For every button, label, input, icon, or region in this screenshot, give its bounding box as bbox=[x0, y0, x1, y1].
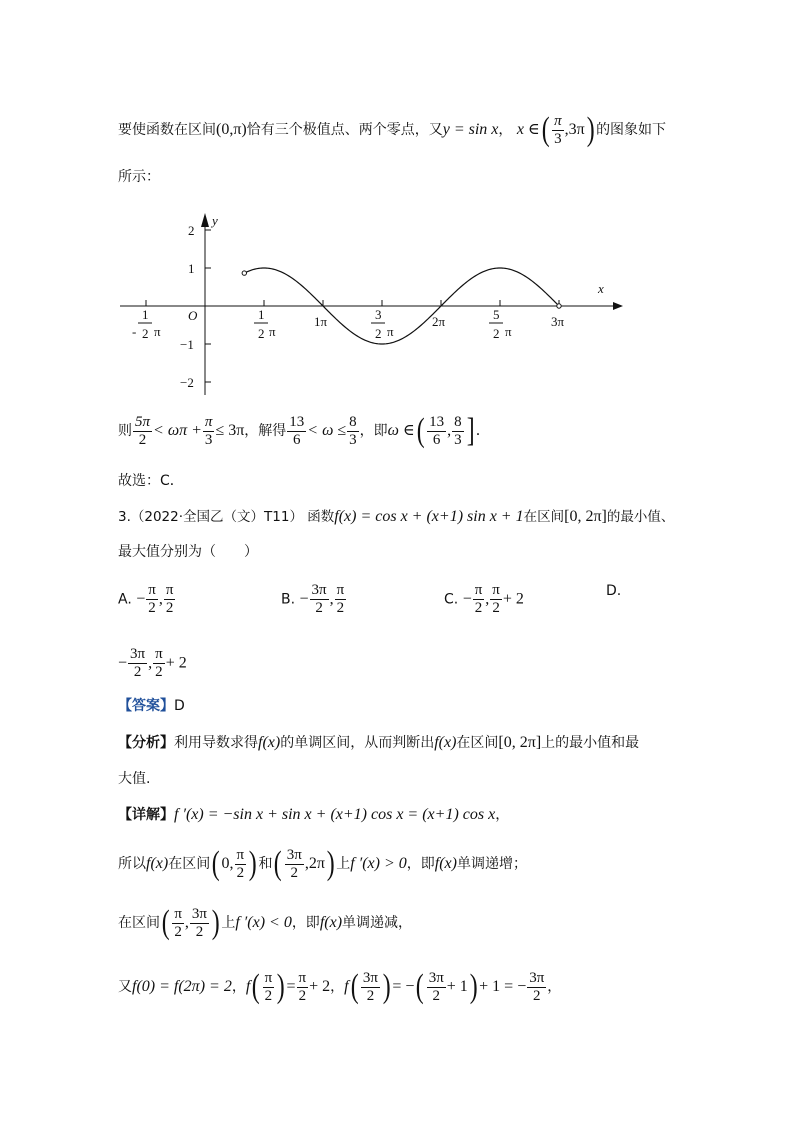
para1-text-c: 的图象如下 bbox=[596, 122, 667, 138]
option-d-label[interactable]: D. bbox=[606, 583, 622, 599]
sine-graph bbox=[110, 205, 630, 405]
tick-neg-half-den: 2 bbox=[142, 326, 149, 341]
tick-five-half-num: 5 bbox=[493, 307, 500, 322]
detail-tag: 【详解】 bbox=[118, 807, 174, 823]
para2-frac5: $\frac{13}{6}$ bbox=[429, 413, 445, 448]
detail-expr: f ′(x) = −sin x + sin x + (x+1) cos x = (x+1) cos x bbox=[174, 806, 496, 823]
para1-interval: (0,π) bbox=[216, 121, 247, 138]
tick-half-num: 1 bbox=[258, 307, 265, 322]
tick-one-pi: 1π bbox=[314, 314, 328, 329]
option-a[interactable]: A. − $\frac{\pi}{2}$ , $\frac{\pi}{2}$ bbox=[118, 582, 174, 616]
option-b[interactable]: B. − $\frac{3\pi}{2}$ , $\frac{\pi}{2}$ bbox=[281, 582, 345, 616]
para1-line: 要使函数在区间(0,π)恰有三个极值点、两个零点，又y = sin x， x ∈( $\frac{\pi}{3}$ ,3π) 的图象如下 bbox=[118, 111, 667, 148]
answer-line bbox=[118, 695, 185, 715]
x-axis-arrow bbox=[613, 302, 623, 310]
increasing-line: 所以f(x)在区间( 0, $\frac{\pi}{2}$ ) 和( $\frac{3\pi}{2}$ ,2π) 上f ′(x) > 0，即f(x)单调递增； bbox=[118, 845, 527, 882]
end-point bbox=[557, 304, 561, 308]
y-tick-neg1: −1 bbox=[180, 337, 194, 352]
x-axis-label: x bbox=[598, 281, 604, 296]
para1-tail: ,3π bbox=[564, 121, 585, 138]
para2-frac2: $\frac{\pi}{3}$ bbox=[204, 413, 213, 448]
para1-cont: 所示： bbox=[118, 169, 160, 185]
decreasing-line: 在区间( $\frac{\pi}{2}$ , $\frac{3\pi}{2}$ ) 上f ′(x) < 0，即f(x)单调递减， bbox=[118, 904, 413, 941]
answer-value: D bbox=[174, 698, 185, 714]
tick-five-half-pi: π bbox=[505, 324, 512, 339]
q3-fx: f(x) = cos x + (x+1) sin x + 1 bbox=[334, 508, 524, 525]
para2-frac1: $\frac{5\pi}{2}$ bbox=[135, 413, 151, 448]
para1-text-b: 恰有三个极值点、两个零点，又 bbox=[246, 122, 443, 138]
y-axis-arrow bbox=[201, 213, 209, 227]
tick-three-half-num: 3 bbox=[375, 307, 382, 322]
tick-neg-half-pi: π bbox=[154, 324, 161, 339]
q3-cont: 最大值分别为（ ） bbox=[118, 544, 258, 560]
choose-line: 故选：C． bbox=[118, 473, 184, 489]
tick-five-half-den: 2 bbox=[493, 326, 500, 341]
option-d-value[interactable]: − $\frac{3\pi}{2}$ , $\frac{\pi}{2}$ + 2 bbox=[118, 646, 187, 680]
para2-line: 则 $\frac{5\pi}{2}$ < ωπ + $\frac{\pi}{3}$ ≤ 3π，解得 $\frac{13}{6}$ < ω ≤ $\frac{8}{3}$ ，即ω ∈( $\frac{13}{6}$ , $\frac{8}{3}$ ] . bbox=[118, 412, 480, 449]
y-tick-1: 1 bbox=[188, 261, 195, 276]
tick-three-half-den: 2 bbox=[375, 326, 382, 341]
q3-line: 3.（2022·全国乙（文）T11） 函数f(x) = cos x + (x+1) sin x + 1在区间[0, 2π]的最小值、 bbox=[118, 508, 675, 525]
values-line: 又f(0) = f(2π) = 2，f( $\frac{\pi}{2}$ ) = $\frac{\pi}{2}$ + 2，f( $\frac{3\pi}{2}$ ) = −( $\frac{3\pi}{2}$ + 1) + 1 = − $\frac{3\pi}{2}$ ， bbox=[118, 968, 562, 1005]
y-tick-2: 2 bbox=[188, 223, 195, 238]
answer-tag: 【答案】 bbox=[118, 698, 174, 714]
para1-x-in: x ∈ bbox=[516, 121, 540, 138]
para2-frac3: $\frac{13}{6}$ bbox=[289, 413, 305, 448]
y-tick-neg2: −2 bbox=[180, 375, 194, 390]
para2-frac4: $\frac{8}{3}$ bbox=[349, 413, 357, 448]
tick-half-pi: π bbox=[269, 324, 276, 339]
origin-label: O bbox=[188, 308, 198, 323]
detail-line: 【详解】f ′(x) = −sin x + sin x + (x+1) cos x = (x+1) cos x， bbox=[118, 806, 510, 823]
analysis-cont: 大值. bbox=[118, 771, 151, 787]
open-endpoint bbox=[242, 271, 246, 275]
tick-two-pi: 2π bbox=[432, 314, 446, 329]
para2-frac6: $\frac{8}{3}$ bbox=[454, 413, 462, 448]
para1-frac: $\frac{\pi}{3}$ bbox=[554, 112, 562, 147]
tick-half-den: 2 bbox=[258, 326, 265, 341]
q3-source: 3.（2022·全国乙（文）T11） 函数 bbox=[118, 509, 335, 525]
tick-three-pi: 3π bbox=[551, 314, 565, 329]
para1-text-a: 要使函数在区间 bbox=[118, 122, 216, 138]
analysis-tag: 【分析】 bbox=[118, 735, 174, 751]
tick-neg-half-num: 1 bbox=[142, 307, 149, 322]
para1-func: y = sin x bbox=[442, 121, 499, 138]
para1-sep: ， bbox=[498, 122, 513, 138]
option-c[interactable]: C. − $\frac{\pi}{2}$ , $\frac{\pi}{2}$ + 2 bbox=[444, 582, 524, 616]
y-axis-label: y bbox=[212, 213, 218, 228]
q3-interval: [0, 2π] bbox=[564, 508, 607, 525]
tick-three-half-pi: π bbox=[387, 324, 394, 339]
tick-neg-half-prefix: - bbox=[132, 324, 137, 339]
analysis-line: 【分析】利用导数求得f(x)的单调区间，从而判断出f(x)在区间[0, 2π]上的最小值和最 bbox=[118, 734, 640, 751]
